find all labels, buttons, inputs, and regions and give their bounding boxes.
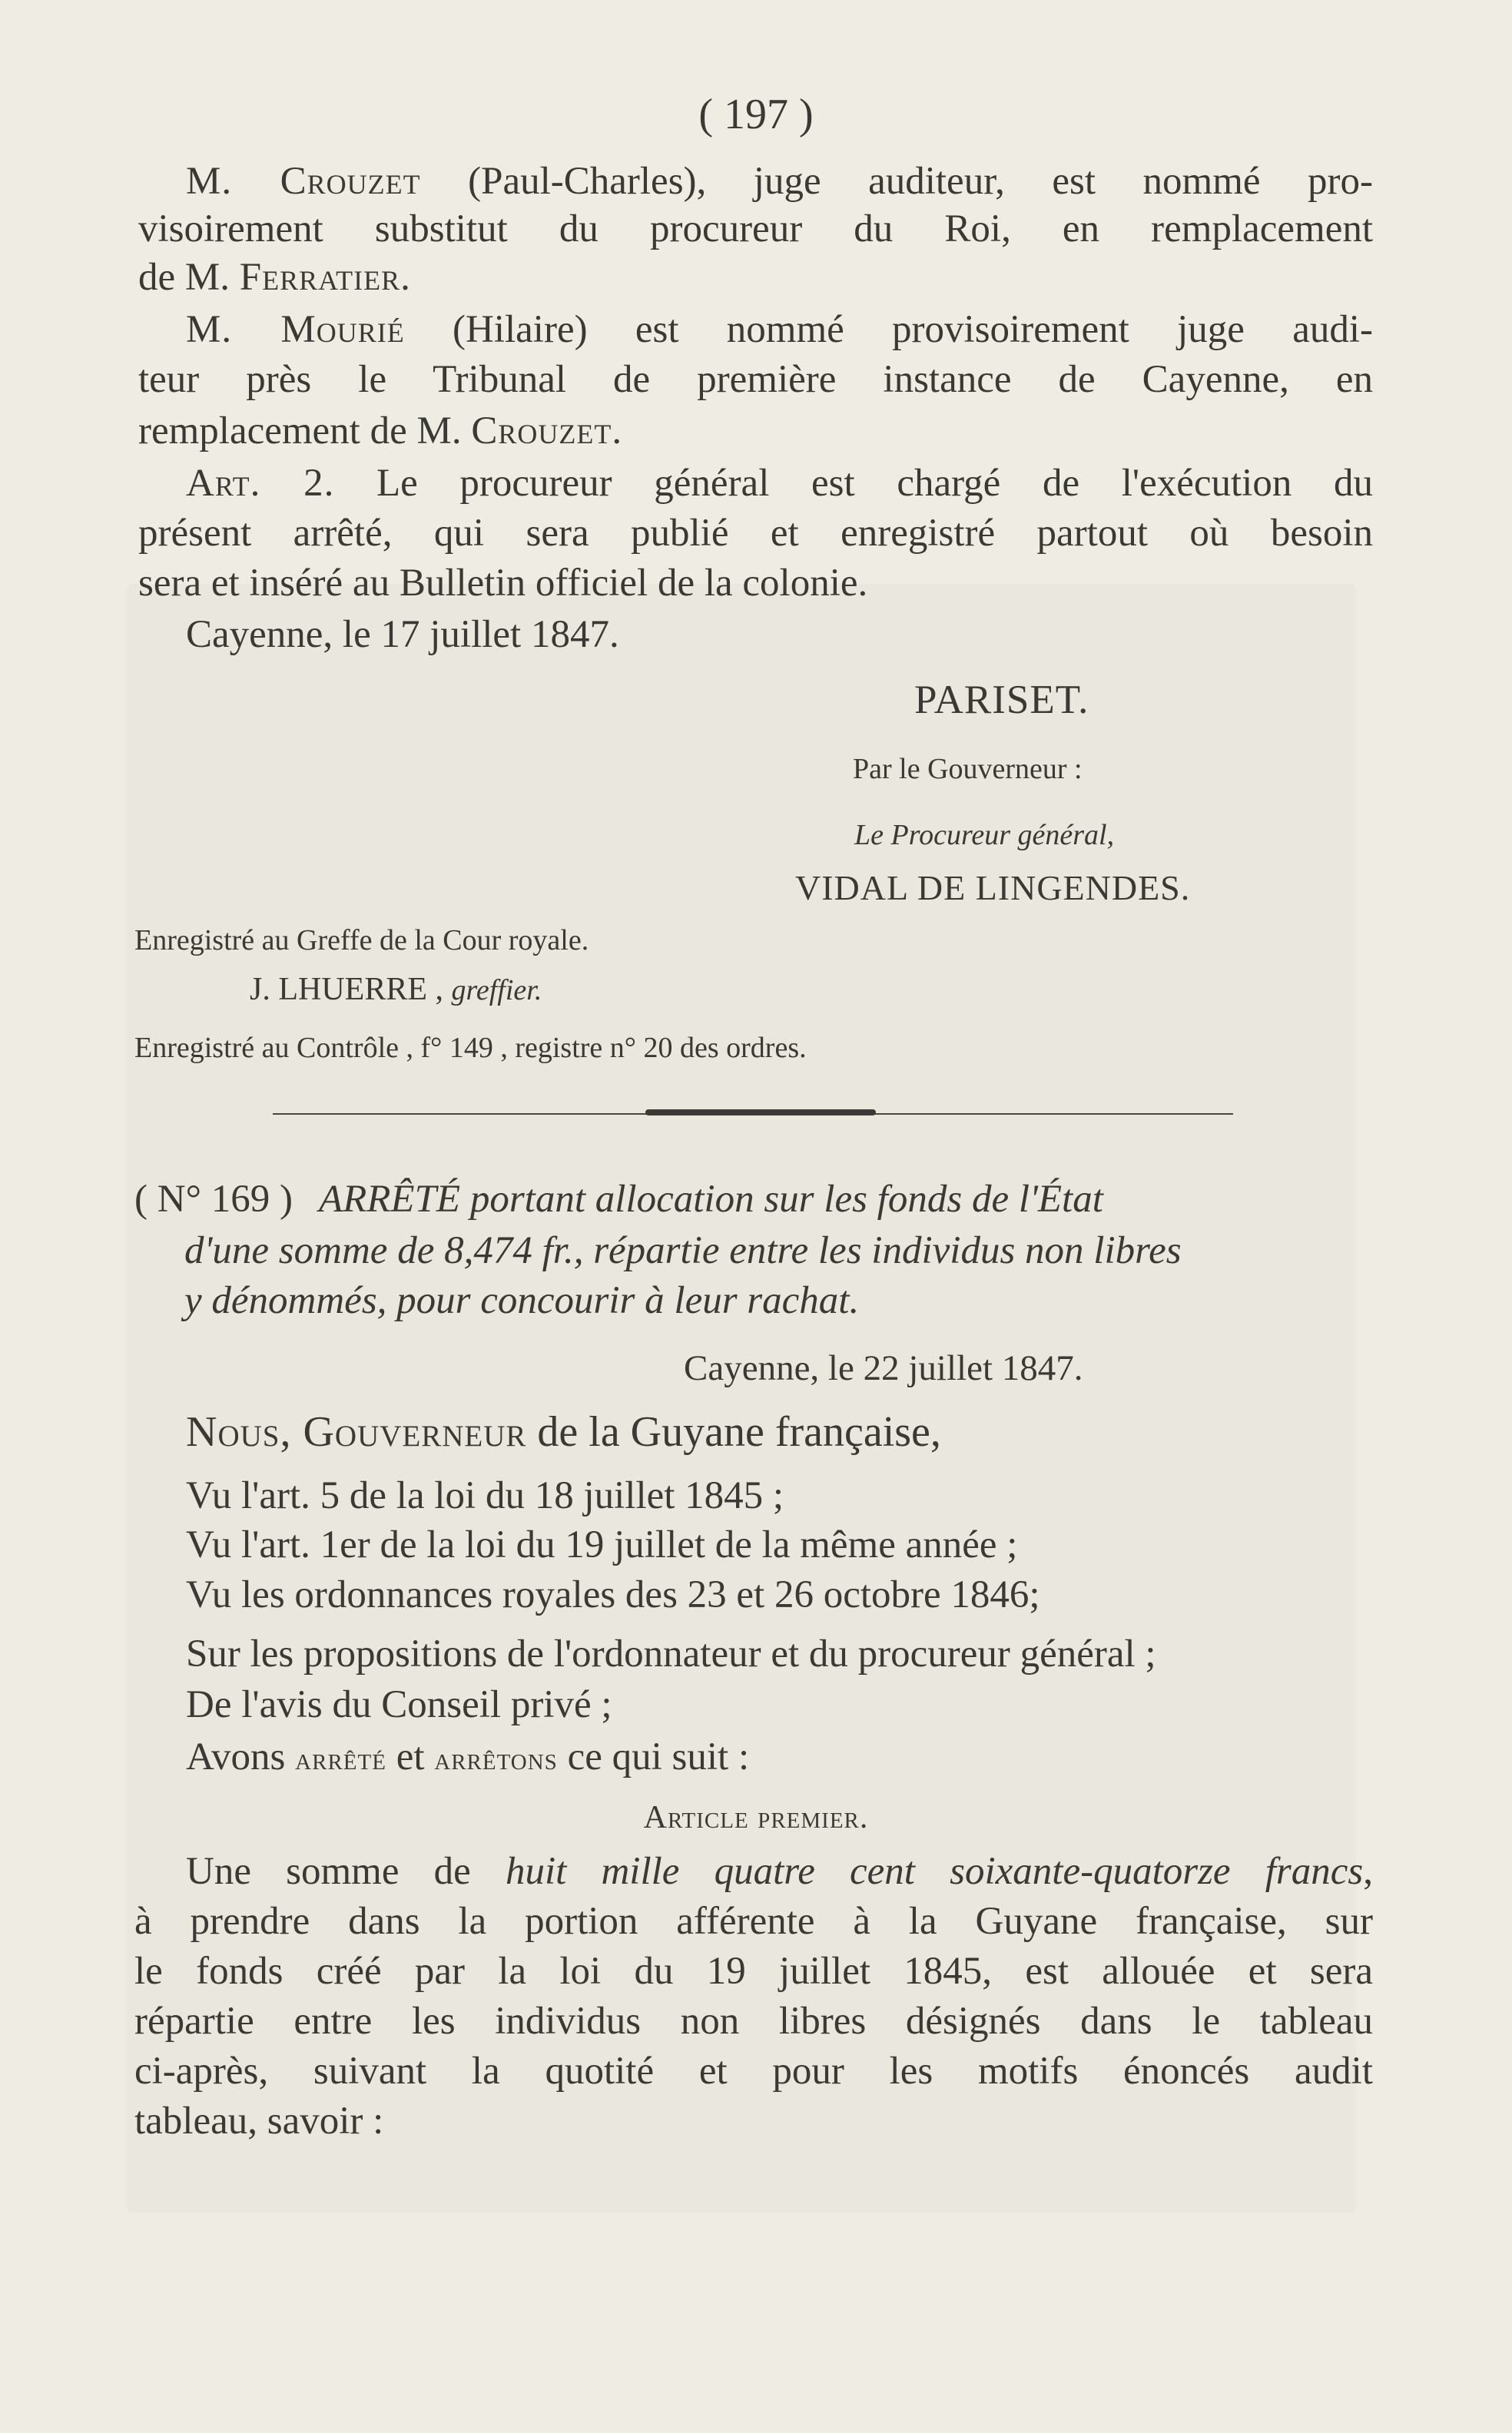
procureur-name: VIDAL DE LINGENDES. [795,868,1191,907]
nous-gouverneur-rest: de la Guyane française, [526,1408,941,1456]
vu-line-2: Vu l'art. 1er de la loi du 19 juillet de la même année ; [186,1523,1018,1566]
decree-line-3 [138,254,410,301]
greffier-title: greffier. [451,974,542,1006]
vu-line-5: De l'avis du Conseil privé ; [186,1683,612,1726]
page-number: ( 197 ) [698,91,814,138]
name-crouzet-2: Crouzet [471,409,612,452]
arrete-sc: arrêté [295,1742,386,1777]
nous-gouverneur-sc: Nous, Gouverneur [186,1408,527,1456]
decree-line-6 [138,407,622,455]
decree-line-7 [186,459,1373,507]
article-2-label: Art. 2. [186,462,335,505]
arretons-sc: arrêtons [434,1742,558,1777]
body-suffix: , [1363,1850,1373,1893]
par-le-gouverneur: Par le Gouverneur : [853,753,1083,785]
sum-in-words: huit mille quatre cent soixante-quatorze francs [505,1850,1364,1893]
vu-line-1: Vu l'art. 5 de la loi du 18 juillet 1845 ; [186,1474,784,1517]
avons-arrete [186,1733,749,1783]
procureur-title: Le Procureur général, [854,819,1115,851]
decree-line-2 [138,205,1373,253]
decree-line-8 [138,509,1373,557]
signatory-pariset: PARISET. [914,678,1089,722]
vu-line-4: Sur les propositions de l'ordonnateur et du procureur général ; [186,1632,1156,1676]
place-date: Cayenne, le 17 juillet 1847. [186,613,619,656]
line-text: Le procureur général est chargé de l'exécution du [334,462,1373,505]
decree-date: Cayenne, le 22 juillet 1847. [684,1348,1083,1388]
body-line-2: à prendre dans la portion afférente à la Guyane française, sur [134,1900,1373,1943]
et-text: et [386,1735,435,1778]
section-rule-swell [645,1109,876,1115]
body-line-4: répartie entre les individus non libres désignés dans le tableau [134,2000,1373,2043]
line-text: (Hilaire) est nommé provisoirement juge audi- [404,308,1373,351]
body-line-6: tableau, savoir : [134,2100,384,2143]
decree-line-4 [186,306,1373,353]
body-line-3: le fonds créé par la loi du 19 juillet 1845, est allouée et sera [134,1950,1373,1993]
decree-title: ARRÊTÉ portant allocation sur les fonds de l'État [318,1178,1103,1221]
decree-line-1 [186,157,1373,205]
body-line-1 [186,1848,1373,1895]
line-text: présent arrêté, qui sera publié et enregistré partout où besoin [138,512,1373,555]
line-text: (Paul-Charles), juge auditeur, est nommé pro- [420,160,1373,203]
name-crouzet: M. Crouzet [186,160,421,203]
decree-number: ( N° 169 ) [134,1178,293,1221]
body-prefix: Une somme de [186,1850,506,1893]
vu-line-3: Vu les ordonnances royales des 23 et 26 octobre 1846; [186,1573,1040,1616]
ce-qui-suit-text: ce qui suit : [557,1735,750,1778]
line-text: teur près le Tribunal de première instance de Cayenne, en [138,358,1373,401]
decree-title-line-1 [134,1175,1103,1223]
decree-title-line-3: y dénommés, pour concourir à leur rachat. [184,1279,860,1322]
nous-gouverneur [186,1408,941,1456]
decree-line-9 [138,559,867,607]
article-premier-heading: Article premier. [643,1800,869,1835]
body-line-5: ci-après, suivant la quotité et pour les motifs énoncés audit [134,2050,1373,2093]
line-text: remplacement de M. [138,409,472,452]
greffier-name: J. LHUERRE , [250,972,452,1007]
decree-line-5 [138,356,1373,403]
enregistre-controle: Enregistré au Contrôle , f° 149 , registre n° 20 des ordres. [134,1032,807,1064]
line-text: visoirement substitut du procureur du Roi, en remplacement [138,207,1373,250]
enregistre-greffe: Enregistré au Greffe de la Cour royale. [134,924,589,956]
greffier-line [250,971,542,1009]
line-text: sera et inséré au Bulletin officiel de la colonie. [138,562,868,605]
line-text: de M. [138,256,240,299]
decree-title-line-2: d'une somme de 8,474 fr., répartie entre les individus non libres [184,1229,1182,1272]
line-tail: . [400,256,410,299]
avons-text: Avons [186,1735,296,1778]
name-mourie: M. Mourié [186,308,405,351]
line-tail: . [612,409,622,452]
name-ferratier: Ferratier [239,256,401,299]
